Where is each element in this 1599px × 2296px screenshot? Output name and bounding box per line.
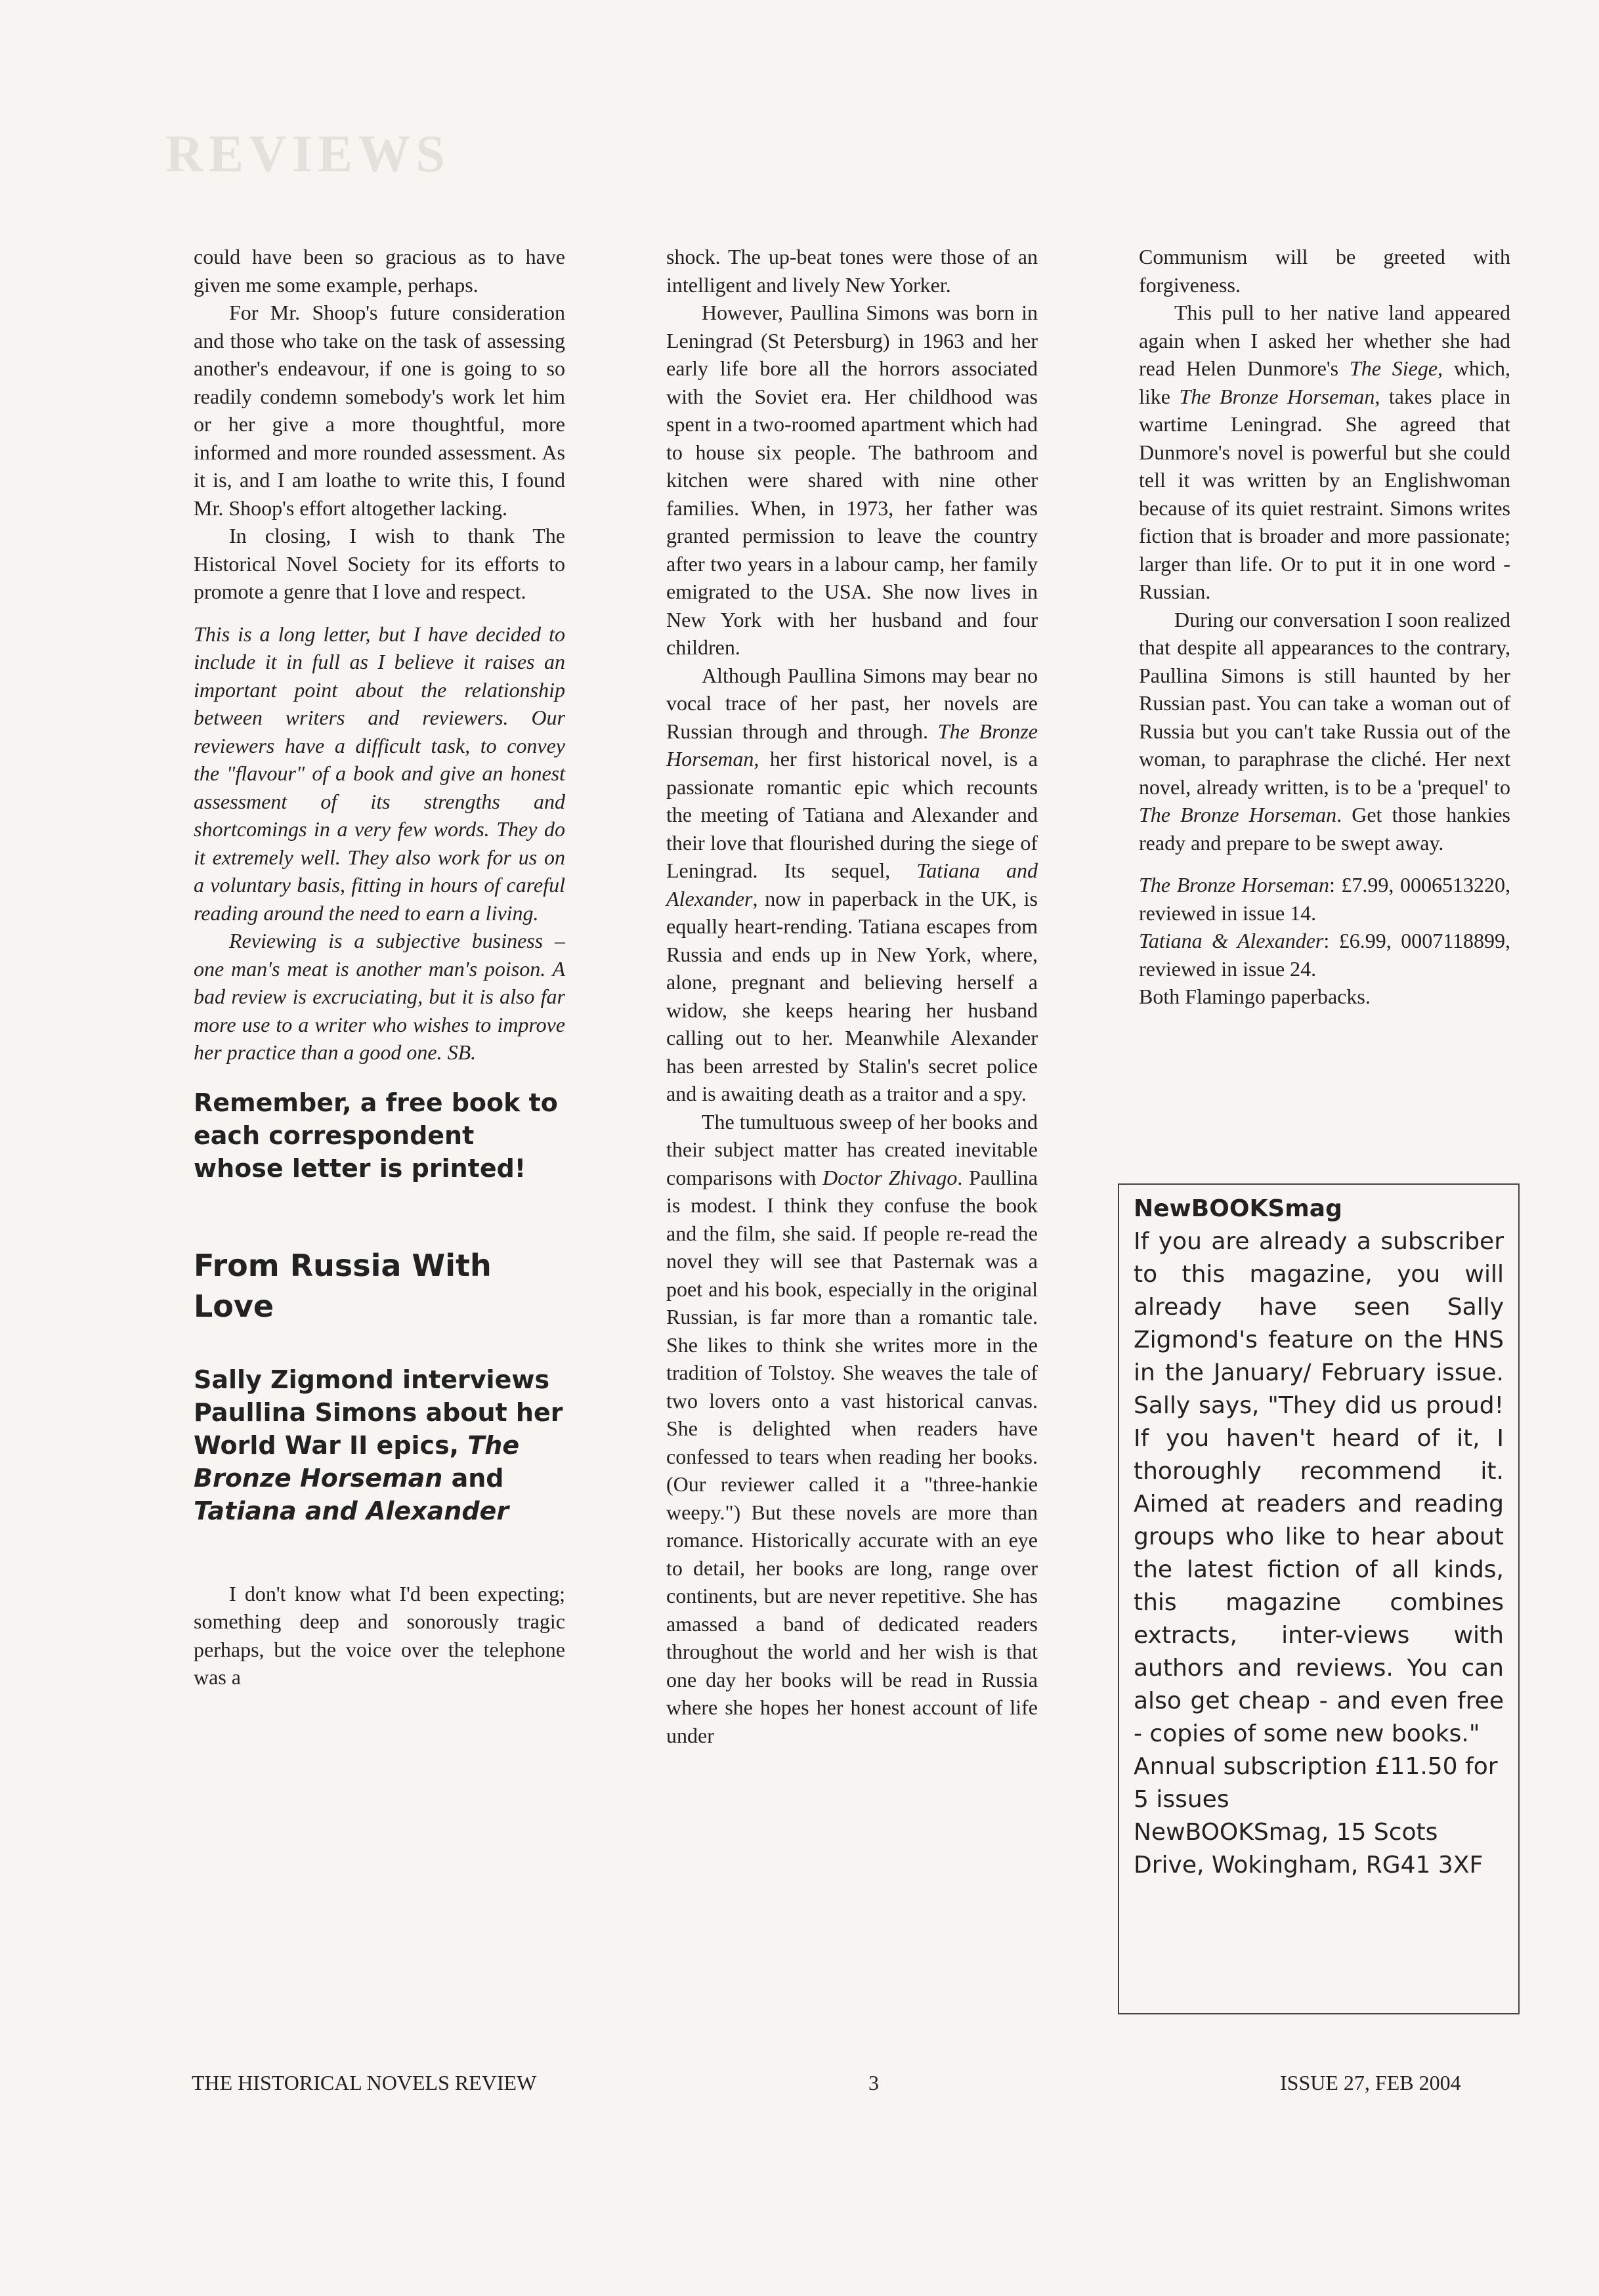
book-format: Both Flamingo paperbacks. — [1139, 985, 1371, 1008]
article-paragraph: Communism will be greeted with forgiveness. — [1139, 245, 1510, 297]
book-title: The Bronze Horseman — [1179, 384, 1375, 408]
column-middle — [666, 243, 1038, 1749]
article-paragraph: I don't know what I'd been expecting; something deep and sonorously tragic perhaps, but the voice over the telephone was a — [194, 1581, 565, 1689]
book-details: Tatiana & Alexander: £6.99, 0007118899, reviewed in issue 24. — [1139, 929, 1510, 981]
article-paragraph: During our conversation I soon realized that despite all appearances to the contrary, Paullina Simons is still haunted by her Russian past. You can take a woman out of Russia but you can't take Russia out of the woman, to paraphrase the cliché. Her next novel, already written, is to be a 'prequel' to The Bronze Horseman. Get those hankies ready and prepare to be swept away. — [1139, 607, 1510, 855]
boxout-title: NewBOOKSmag — [1134, 1195, 1342, 1222]
book-details: The Bronze Horseman: £7.99, 0006513220, reviewed in issue 14. — [1139, 873, 1510, 925]
column-left — [194, 243, 565, 1691]
article-title: From Russia With Love — [194, 1247, 492, 1324]
letter-paragraph: For Mr. Shoop's future consideration and those who take on the task of assessing another's endeavour, if one is going to so readily condemn somebody's work let him or her give a more thoughtful, more informed and more rounded assessment. As it is, and I am loathe to write this, I found Mr. Shoop's effort altogether lacking. — [194, 301, 565, 520]
article-paragraph: The tumultuous sweep of her books and their subject matter has created inevitable comparisons with Doctor Zhivago. Paullina is modest. I think they confuse the book and the film, she said. If people re-read the novel they will see that Pasternak was a poet and his book, especially in the original Russian, is far more than a romantic tale. She likes to think she writes more in the tradition of Tolstoy. She weaves the tale of two lovers onto a vast historical canvas. She is delighted when readers have confessed to tears when reading her books. (Our reviewer called it a "three-hankie weepy.") But these novels are more than romance. Historically accurate with an eye to detail, her books are long, range over continents, but are never repetitive. She has amassed a band of dedicated readers throughout the world and her wish is that one day her books will be read in Russia where she hopes her honest account of life under — [666, 1109, 1038, 1747]
newbooksmag-boxout — [1118, 1183, 1520, 2014]
subhead-book-title: Tatiana and Alexander — [194, 1496, 509, 1525]
subhead-and: and — [451, 1463, 504, 1493]
boxout-subscription: Annual subscription £11.50 for 5 issues — [1134, 1753, 1498, 1813]
article-subheading — [194, 1363, 565, 1527]
boxout-body: If you are already a subscriber to this magazine, you will already have seen Sally Zigmond's feature on the HNS in the January/ February issue. Sally says, "They did us proud! If you haven't heard of it, I thoroughly recommend it. Aimed at readers and reading groups who like to hear about the latest fiction of all kinds, this magazine combines extracts, inter-views with authors and reviews. You can also get cheap - and even free - copies of some new books." — [1134, 1228, 1504, 1747]
letter-paragraph: In closing, I wish to thank The Historical Novel Society for its efforts to promote a genre that I love and respect. — [194, 524, 565, 603]
article-paragraph: However, Paullina Simons was born in Leningrad (St Petersburg) in 1963 and her early life bore all the horrors associated with the Soviet era. Her childhood was spent in a two-roomed apartment which had to house six people. The bathroom and kitchen were shared with nine other families. When, in 1973, her father was granted permission to leave the country after two years in a labour camp, her family emigrated to the USA. She now lives in New York with her husband and four children. — [666, 301, 1038, 659]
book-title: The Bronze Horseman — [1139, 803, 1337, 826]
book-title: The Siege — [1349, 356, 1438, 380]
page-number: 3 — [868, 2071, 879, 2094]
book-title: Doctor Zhivago — [822, 1165, 958, 1189]
letter-paragraph: could have been so gracious as to have given me some example, perhaps. — [194, 245, 565, 297]
footer-publication: THE HISTORICAL NOVELS REVIEW — [192, 2071, 537, 2094]
article-paragraph: Although Paullina Simons may bear no vocal trace of her past, her novels are Russian through and through. The Bronze Horseman, her first historical novel, is a passionate romantic epic which recounts the meeting of Tatiana and Alexander and their love that flourished during the siege of Leningrad. Its sequel, Tatiana and Alexander, now in paperback in the UK, is equally heart-rending. Tatiana escapes from Russia and ends up in New York, where, alone, pregnant and believing herself a widow, she keeps hearing her husband calling out to her. Meanwhile Alexander has been arrested by Stalin's secret police and is awaiting death as a traitor and a spy. — [666, 663, 1038, 1105]
book-title: Tatiana and Alexander — [666, 859, 1038, 910]
article-paragraph: This pull to her native land appeared again when I asked her whether she had read Helen Dunmore's The Siege, which, like The Bronze Horseman, takes place in wartime Leningrad. She agreed that Dunmore's novel is powerful but she could tell it was written by an Englishwoman because of its quiet restraint. Simons writes fiction that is broader and more passionate; larger than life. Or to put it in one word - Russian. — [1139, 301, 1511, 603]
book-title: The Bronze Horseman, — [666, 719, 1038, 771]
footer-issue: ISSUE 27, FEB 2004 — [1280, 2071, 1461, 2094]
free-book-notice: Remember, a free book to each correspondent whose letter is printed! — [194, 1088, 558, 1183]
show-through-heading: REVIEWS — [165, 125, 450, 183]
subhead-book-title: The Bronze Horseman — [194, 1430, 520, 1493]
article-paragraph: shock. The up-beat tones were those of an intelligent and lively New Yorker. — [666, 245, 1038, 297]
editor-note: This is a long letter, but I have decided to include it in full as I believe it raises an important point about the relationship between writers and reviewers. Our reviewers have a difficult task, to convey the "flavour" of a book and give an honest assessment of its strengths and shortcomings in a very few words. They do it extremely well. They also work for us on a voluntary basis, fitting in hours of careful reading around the need to earn a living. — [194, 622, 565, 925]
subhead-intro: Sally Zigmond interviews Paullina Simons about her World War II epics, — [194, 1365, 563, 1460]
boxout-address: NewBOOKSmag, 15 Scots Drive, Wokingham, RG41 3XF — [1134, 1819, 1483, 1879]
editor-note: Reviewing is a subjective business – one man's meat is another man's poison. A bad review is excruciating, but it is also far more use to a writer who wishes to improve her practice than a good one. SB. — [194, 929, 565, 1064]
column-right — [1139, 243, 1510, 1011]
